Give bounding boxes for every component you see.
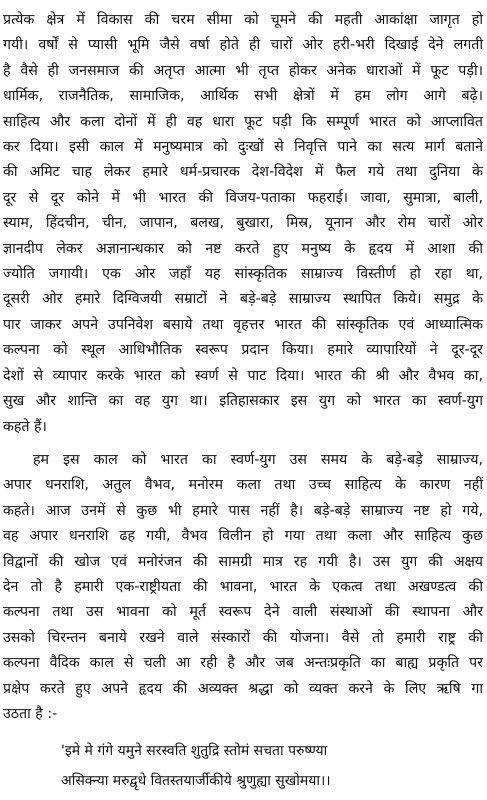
- text-line: कहते हैं।: [3, 418, 47, 435]
- text-line: सुख और शान्ति का वह युग था। इतिहासकार इस युग को भारत का स्वर्ण-युग: [3, 393, 483, 410]
- text-line: हम इस काल को भारत का स्वर्ण-युग उस समय के बड़े-बड़े साम्राज्य,: [33, 451, 483, 468]
- paragraph-golden-age-expansion: [3, 8, 483, 440]
- verse-line: 'इमे मे गंगे यमुने सरस्वति शुतुद्रि स्तोमं सचता परुष्ण्या: [61, 743, 328, 760]
- text-line: है वैसे ही जनसमाज की अतृप्त आत्मा भी तृप्त होकर अनेक धाराओं में फूट पड़ी।: [3, 62, 483, 79]
- text-line: कर दिया। इसी काल में मनुष्यमात्र को दुःखों से निवृत्ति पाने का सत्य मार्ग बताने: [3, 139, 483, 156]
- verse-line: असिक्न्या मरुद्वृधे वितस्तयार्जीकीये श्रुणुह्या सुखोमया।।: [61, 773, 331, 790]
- text-line: गयी। वर्षों से प्यासी भूमि जैसे वर्षा होते ही चारों ओर हरी-भरी दिखाई देने लगती: [3, 37, 483, 54]
- text-line: ज्योति जगायी। एक ओर जहाँ यह सांस्कृतिक साम्राज्य विस्तीर्ण हो रहा था,: [3, 266, 483, 283]
- document-page: [3, 8, 483, 796]
- text-line: देशों से व्यापार करके भारत को स्वर्ण से पाट दिया। भारत की श्री और वैभव का,: [3, 367, 483, 384]
- text-line: पार जाकर अपने उपनिवेश बसाये तथा वृहत्तर भारत की सांस्कृतिक एवं आध्यात्मिक: [3, 316, 483, 333]
- text-line: साहित्य और कला दोनों में ही वह धारा फूट पड़ी कि सम्पूर्ण भारत को आप्लावित: [3, 113, 483, 130]
- text-line: अपार धनराशि, अतुल वैभव, मनोरम कला तथा उच्च साहित्य के कारण नहीं: [3, 477, 483, 494]
- text-line: वह अपार धनराशि ढह गयी, वैभव विलीन हो गया तथा कला और साहित्य कुछ: [3, 528, 483, 545]
- text-line: उठता है :-: [3, 705, 58, 722]
- text-line: प्रत्येक क्षेत्र में विकास की चरम सीमा को चूमने की महती आकांक्षा जागृत हो: [3, 12, 483, 28]
- text-line: दूसरी ओर हमारे दिग्विजयी सम्राटों ने बड़े-बड़े साम्राज्य स्थापित किये। समुद्र के: [3, 291, 483, 308]
- text-line: कल्पना वैदिक काल से चली आ रही है और जब अन्तःप्रकृति का बाह्य प्रकृति पर: [3, 655, 483, 672]
- text-line: दूर से दूर कोने में भी भारत की विजय-पताका फहराई। जावा, सुमात्रा, बाली,: [3, 189, 483, 206]
- text-line: कल्पना तथा उस भावना को मूर्त स्वरूप देने वाली संस्थाओं की स्थापना और: [3, 604, 483, 621]
- text-line: धार्मिक, राजनैतिक, सामाजिक, आर्थिक सभी क्षेत्रों में हम लोग आगे बढ़े।: [3, 88, 483, 105]
- vedic-verse-quote: [3, 736, 483, 796]
- text-line: उसको चिरन्तन बनाये रखने वाले संस्कारों की योजना। वैसे तो हमारी राष्ट्र की: [3, 629, 483, 646]
- text-line: विद्वानों की खोज एवं मनोरंजन की सामग्री मात्र रह गयी है। उस युग की अक्षय: [3, 553, 483, 570]
- text-line: कल्पना को स्थूल आधिभौतिक स्वरूप प्रदान किया। हमारे व्यापारियों ने दूर-दूर: [3, 342, 483, 359]
- text-line: देन तो है हमारी एक-राष्ट्रीयता की भावना, भारत के एकत्व तथा अखण्डत्व की: [3, 578, 483, 595]
- text-line: स्याम, हिंदचीन, चीन, जापान, बलख, बुखारा, मिस्र, यूनान और रोम चारों ओर: [3, 215, 483, 232]
- text-line: कहते। आज उनमें से कुछ भी हमारे पास नहीं है। बड़े-बड़े साम्राज्य नष्ट हो गये,: [3, 502, 483, 519]
- paragraph-national-unity: [3, 448, 483, 727]
- text-line: की अमिट चाह लेकर हमारे धर्म-प्रचारक देश-विदेश में फैल गये तथा दुनिया के: [3, 164, 483, 181]
- text-line: प्रक्षेप करते हुए अपने हृदय की अव्यक्त श्रद्धा को व्यक्त करने के लिए ऋषि गा: [3, 680, 483, 697]
- text-line: ज्ञानदीप लेकर अज्ञानान्धकार को नष्ट करते हुए मनुष्य के हृदय में आशा की: [3, 240, 483, 257]
